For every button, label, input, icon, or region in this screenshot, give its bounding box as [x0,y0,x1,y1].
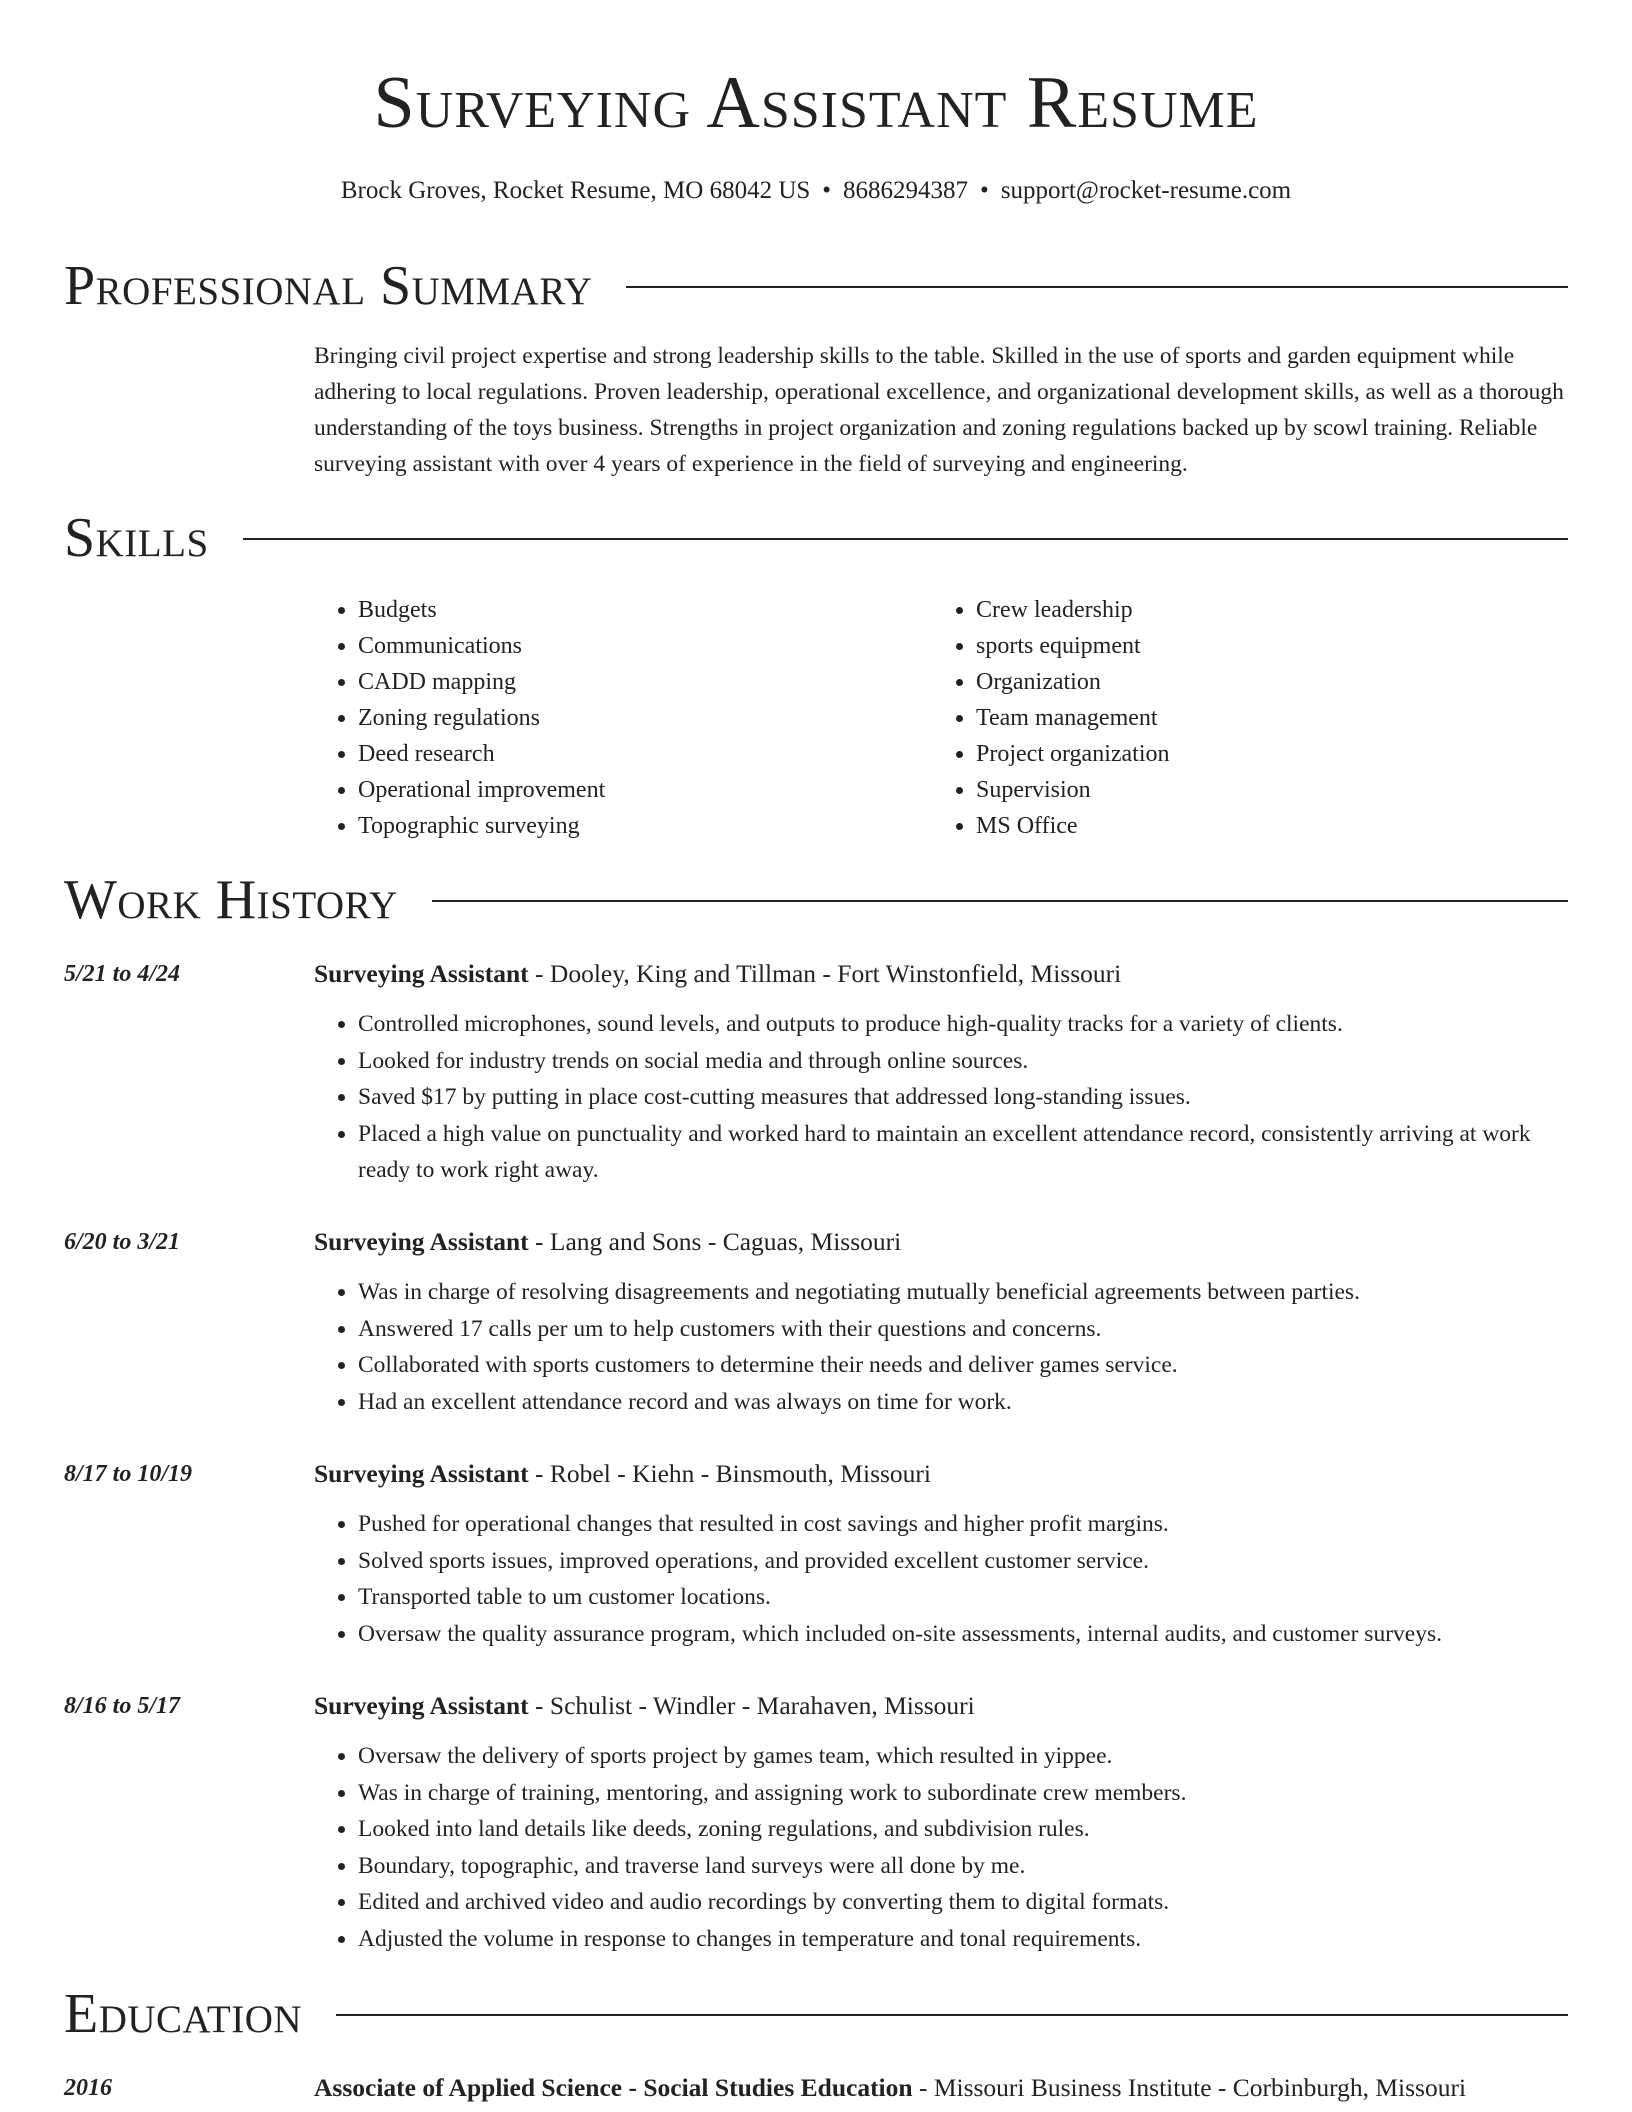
job-bullet: • Controlled microphones, sound levels, and outputs to produce high-quality tracks for a variety of clients. [358,1006,1568,1043]
job-dates: 5/21 to 4/24 [64,961,181,987]
job-details: - Lang and Sons - Caguas, Missouri [528,1227,902,1256]
skill-item: • Communications [358,628,918,664]
job-dates: 8/17 to 10/19 [64,1461,193,1487]
job-heading [314,1688,1568,1724]
education-details: - Missouri Business Institute - Corbinburgh, Missouri [912,2073,1467,2102]
skills-list-right [932,592,1536,844]
section-header-skills [64,506,1568,570]
job-bullet: • Edited and archived video and audio recordings by converting them to digital formats. [358,1884,1568,1921]
job-bullet: • Adjusted the volume in response to changes in temperature and tonal requirements. [358,1921,1568,1958]
job-details: - Robel - Kiehn - Binsmouth, Missouri [528,1459,931,1488]
education-degree: Associate of Applied Science - Social Studies Education [314,2073,913,2102]
job-bullet: • Was in charge of resolving disagreements and negotiating mutually beneficial agreements between parties. [358,1274,1568,1311]
section-rule [626,286,1568,288]
skill-item: • Deed research [358,736,918,772]
skill-item: • MS Office [976,808,1536,844]
job-dates: 6/20 to 3/21 [64,1229,181,1255]
contact-separator: • [980,177,989,204]
resume-title: Surveying Assistant Resume [373,62,1259,144]
section-header-work [64,868,1568,932]
section-title-skills: Skills [64,507,209,569]
job-bullet: • Pushed for operational changes that resulted in cost savings and higher profit margins. [358,1506,1568,1543]
section-rule [243,538,1568,540]
job-bullet: • Placed a high value on punctuality and worked hard to maintain an excellent attendance record, consistently arriving at work ready to work right away. [358,1116,1568,1189]
skill-item: • Zoning regulations [358,700,918,736]
job-title: Surveying Assistant [314,1691,529,1720]
skill-item: • Team management [976,700,1536,736]
job-dates: 8/16 to 5/17 [64,1693,181,1719]
skill-item: • Budgets [358,592,918,628]
job-bullet: • Transported table to um customer locations. [358,1579,1568,1616]
job-title: Surveying Assistant [314,959,529,988]
education-heading [314,2070,1568,2106]
job-bullet-list [314,1506,1568,1652]
job-bullet-list [314,1006,1568,1189]
summary-text: Bringing civil project expertise and strong leadership skills to the table. Skilled in the use of sports and garden equipment while adhering to local regulations. Proven leadership, operational excellence, and organizational development skills, as well as a thorough understanding of the toys business. Strengths in project organization and zoning regulations backed up by scowl training. Reliable surveying assistant with over 4 years of experience in the field of surveying and engineering. [314,343,1564,477]
section-header-education [64,1982,1568,2046]
contact-line [0,174,1632,208]
skill-item: • sports equipment [976,628,1536,664]
skill-item: • Operational improvement [358,772,918,808]
skill-item: • Project organization [976,736,1536,772]
job-bullet: • Collaborated with sports customers to determine their needs and deliver games service. [358,1347,1568,1384]
section-header-summary [64,254,1568,318]
skills-list-left [314,592,918,844]
contact-phone: 8686294387 [843,177,969,204]
job-heading [314,1224,1568,1260]
job-bullet: • Oversaw the quality assurance program, which included on-site assessments, internal audits, and customer surveys. [358,1616,1568,1653]
section-title-work: Work History [64,869,398,931]
job-bullet-list [314,1274,1568,1420]
skill-item: • Topographic surveying [358,808,918,844]
section-title-summary: Professional Summary [64,255,593,317]
job-bullet: • Solved sports issues, improved operations, and provided excellent customer service. [358,1543,1568,1580]
job-heading [314,1456,1568,1492]
job-bullet: • Answered 17 calls per um to help customers with their questions and concerns. [358,1311,1568,1348]
contact-email: support@rocket-resume.com [1000,177,1292,204]
skill-item: • Organization [976,664,1536,700]
job-bullet: • Looked for industry trends on social media and through online sources. [358,1043,1568,1080]
job-bullet: • Saved $17 by putting in place cost-cutting measures that addressed long-standing issues. [358,1079,1568,1116]
education-year: 2016 [64,2075,112,2101]
job-bullet: • Boundary, topographic, and traverse land surveys were all done by me. [358,1848,1568,1885]
job-bullet: • Was in charge of training, mentoring, and assigning work to subordinate crew members. [358,1775,1568,1812]
job-details: - Schulist - Windler - Marahaven, Missouri [528,1691,975,1720]
job-title: Surveying Assistant [314,1459,529,1488]
section-rule [336,2014,1568,2016]
job-bullet-list [314,1738,1568,1957]
section-title-education: Education [64,1983,303,2045]
skill-item: • Crew leadership [976,592,1536,628]
skill-item: • CADD mapping [358,664,918,700]
job-bullet: • Oversaw the delivery of sports project by games team, which resulted in yippee. [358,1738,1568,1775]
contact-separator: • [822,177,832,204]
contact-name-address: Brock Groves, Rocket Resume, MO 68042 US [340,177,811,204]
skill-item: • Supervision [976,772,1536,808]
job-details: - Dooley, King and Tillman - Fort Winstonfield, Missouri [528,959,1122,988]
job-bullet: • Looked into land details like deeds, zoning regulations, and subdivision rules. [358,1811,1568,1848]
job-bullet: • Had an excellent attendance record and was always on time for work. [358,1384,1568,1421]
job-title: Surveying Assistant [314,1227,529,1256]
job-heading [314,956,1568,992]
section-rule [432,900,1568,902]
